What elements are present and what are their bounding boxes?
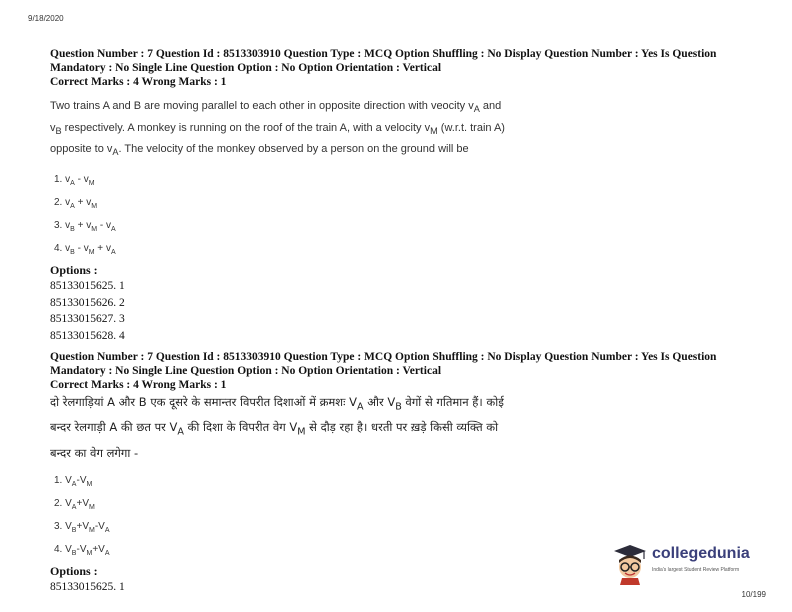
- option-id-row: 85133015628. 4: [50, 329, 125, 342]
- option-id-row: 85133015625. 1: [50, 280, 125, 293]
- choice-4: 4. $v_B - v_M + v_A$: [54, 243, 116, 257]
- option-id-row: 85133015626. 2: [50, 296, 125, 309]
- question-text-hindi: दो रेलगाड़ियां A और B एक दूसरे के समान्तर विपरीत दिशाओं में क्रमशः $V_A$ और $V_B$ वेगों से गतिमान हैं। कोई बन्दर रेलगाड़ी A की छत पर $V_A$ की दिशा के विपरीत वेग $V_M$ से दौड़ रहा है। धरती पर ख़ड़े किसी व्यक्ति को बन्दर का वेग लगेगा -: [50, 395, 504, 460]
- choice-1: 1. $v_A - v_M$: [54, 174, 95, 188]
- question-meta: Question Number : 7 Question Id : 8513303910 Question Type : MCQ Option Shuffling : No Display Question Number : Yes Is Question Mandatory : No Single Line Question Option : No Option Orientation : Vertical Correct Marks : 4 Wrong Marks : 1: [50, 351, 717, 391]
- page-number: 10/199: [741, 590, 766, 599]
- logo-wordmark: collegedunia: [652, 545, 750, 562]
- option-id-row: 85133015625. 1: [50, 580, 125, 593]
- logo-tagline: India's largest Student Review Platform: [652, 567, 740, 573]
- collegedunia-logo: [612, 543, 772, 585]
- answer-choices: [50, 170, 760, 262]
- student-mascot-icon: [612, 543, 648, 585]
- options-title: Options :: [50, 263, 98, 278]
- choice-1: 1. $V_A-V_M$: [54, 474, 93, 488]
- question-text: Two trains A and B are moving parallel to each other in opposite direction with veocity $v_A$ and $v_B$ respectively. A monkey is running on the roof of the train A, with a velocity $v_M$ (w.r.t. train A) opposite to $v_A$. The velocity of the monkey observed by a person on the ground will be: [50, 100, 505, 158]
- options-title: Options :: [50, 563, 98, 578]
- option-id-row: 85133015627. 3: [50, 313, 125, 326]
- choice-2: 2. $v_A + v_M$: [54, 197, 98, 211]
- print-date: 9/18/2020: [28, 14, 64, 23]
- choice-2: 2. $V_A+V_M$: [54, 497, 95, 511]
- choice-3: 3. $V_B+V_M-V_A$: [54, 520, 110, 534]
- choice-3: 3. $v_B + v_M - v_A$: [54, 220, 116, 234]
- question-meta: Question Number : 7 Question Id : 8513303910 Question Type : MCQ Option Shuffling : No Display Question Number : Yes Is Question Mandatory : No Single Line Question Option : No Option Orientation : Vertical Correct Marks : 4 Wrong Marks : 1: [50, 48, 717, 88]
- question-block-1: [50, 47, 760, 344]
- choice-4: 4. $V_B-V_M+V_A$: [54, 543, 110, 557]
